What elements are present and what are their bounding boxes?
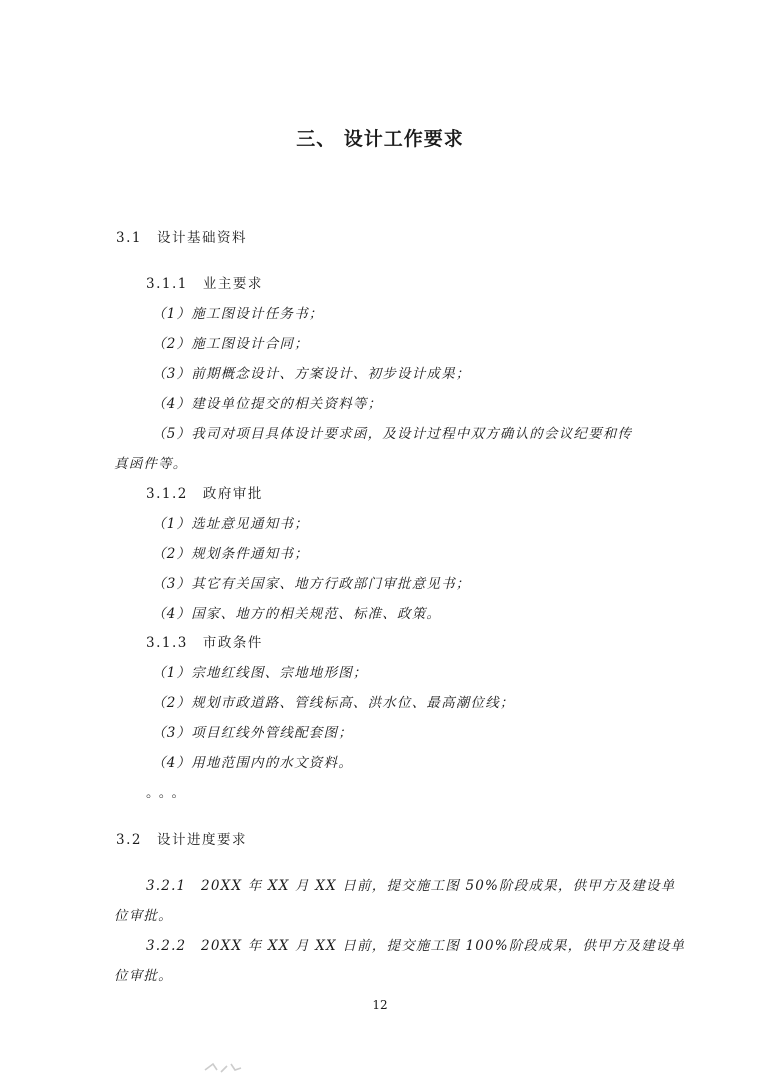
list-item: （4）建设单位提交的相关资料等； (152, 396, 383, 412)
subsection-heading-3-1-2: 3.1.2 政府审批 (146, 486, 263, 502)
page-number: 12 (372, 998, 388, 1012)
list-item: （3）项目红线外管线配套图； (152, 725, 353, 741)
list-item-continuation: 位审批。 (114, 968, 173, 984)
list-item: （2）施工图设计合同； (152, 336, 309, 352)
page-title: 三、 设计工作要求 (296, 128, 464, 150)
section-heading-3-2: 3.2 设计进度要求 (116, 832, 247, 848)
watermark-icon (203, 1060, 251, 1074)
subsection-heading-3-1-1: 3.1.1 业主要求 (146, 276, 263, 292)
list-item: （4）用地范围内的水文资料。 (152, 755, 353, 771)
list-item: （1）宗地红线图、宗地地形图； (152, 665, 368, 681)
list-item: （5）我司对项目具体设计要求函，及设计过程中双方确认的会议纪要和传 (152, 426, 633, 442)
list-item: （3）前期概念设计、方案设计、初步设计成果； (152, 366, 471, 382)
section-heading-3-1: 3.1 设计基础资料 (116, 230, 247, 246)
list-item: （1）施工图设计任务书； (152, 306, 324, 322)
ellipsis: 。。。 (146, 785, 191, 801)
watermark (203, 1060, 251, 1077)
list-item: （2）规划条件通知书； (152, 546, 309, 562)
subsection-heading-3-1-3: 3.1.3 市政条件 (146, 635, 263, 651)
list-item: （1）选址意见通知书； (152, 516, 309, 532)
list-item: （4）国家、地方的相关规范、标准、政策。 (152, 606, 442, 622)
list-item: （3）其它有关国家、地方行政部门审批意见书； (152, 576, 471, 592)
list-item: （2）规划市政道路、管线标高、洪水位、最高潮位线； (152, 695, 515, 711)
list-item: 3.2.2 20XX 年 XX 月 XX 日前，提交施工图 100%阶段成果，供甲方及建设单 (146, 938, 686, 954)
list-item-continuation: 真函件等。 (114, 456, 188, 472)
list-item-continuation: 位审批。 (114, 908, 173, 924)
list-item: 3.2.1 20XX 年 XX 月 XX 日前，提交施工图 50%阶段成果，供甲方及建设单 (146, 878, 676, 894)
